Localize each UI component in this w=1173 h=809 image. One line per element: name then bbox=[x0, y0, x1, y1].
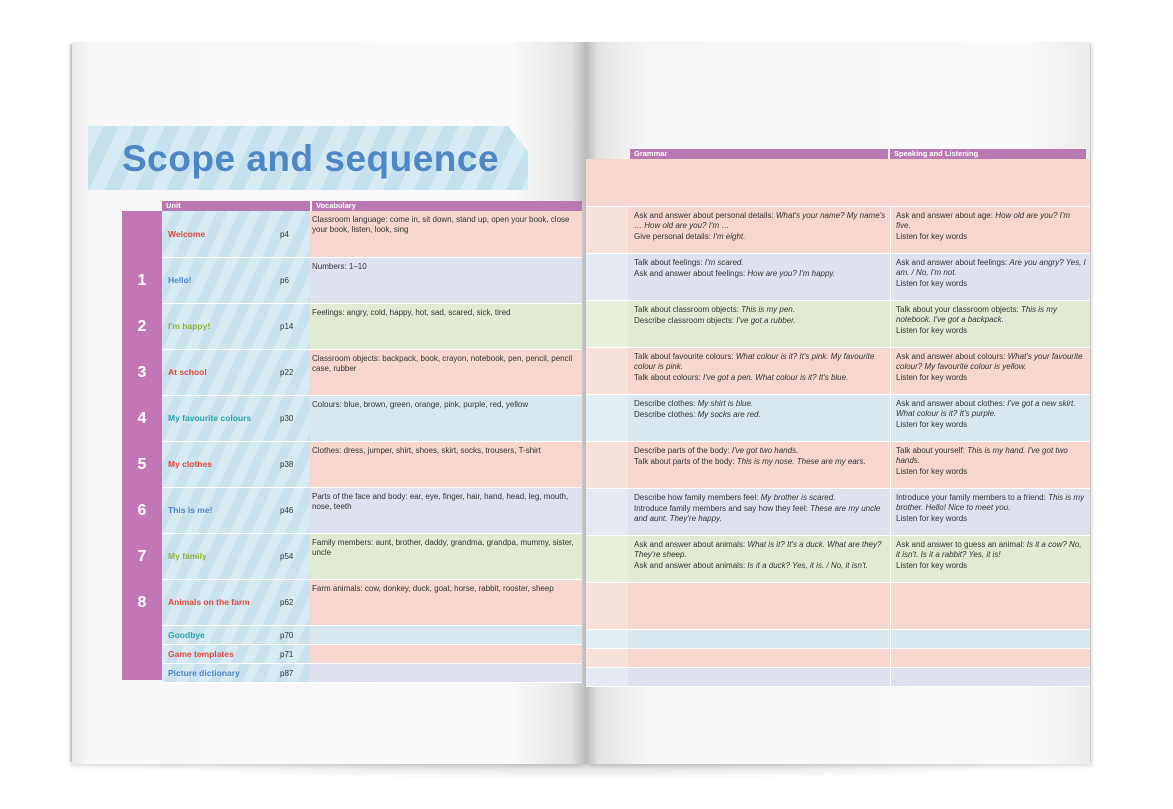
grammar-example: I'm eight. bbox=[713, 232, 746, 241]
column-divider bbox=[890, 649, 891, 667]
speaking-line bbox=[896, 493, 1086, 513]
speaking-line bbox=[896, 352, 1086, 372]
speaking-line bbox=[896, 540, 1086, 560]
unit-page: p46 bbox=[280, 506, 294, 515]
table-row bbox=[137, 258, 582, 304]
column-divider bbox=[890, 668, 891, 686]
grammar-cell bbox=[634, 352, 888, 384]
speaking-example: This is my brother. Hello! Nice to meet you. bbox=[896, 493, 1085, 512]
table-row-extra bbox=[586, 668, 1090, 687]
speaking-cell bbox=[896, 399, 1086, 431]
grammar-example: This is my nose. These are my ears. bbox=[736, 457, 866, 466]
grammar-line bbox=[634, 561, 888, 571]
grammar-example: How are you? I'm happy. bbox=[747, 269, 836, 278]
table-row bbox=[137, 304, 582, 350]
grammar-line bbox=[634, 504, 888, 524]
column-divider bbox=[890, 301, 891, 347]
speaking-line bbox=[896, 258, 1086, 278]
speaking-cell bbox=[896, 305, 1086, 337]
column-divider bbox=[890, 442, 891, 488]
grammar-text: Describe how family members feel: bbox=[634, 493, 761, 502]
unit-name: Hello! bbox=[168, 275, 192, 285]
grammar-example: My shirt is blue. bbox=[697, 399, 754, 408]
table-row bbox=[137, 534, 582, 580]
speaking-text: Ask and answer about colours: bbox=[896, 352, 1008, 361]
unit-page: p22 bbox=[280, 368, 294, 377]
speaking-text: Talk about yourself: bbox=[896, 446, 968, 455]
units-table-left bbox=[137, 211, 582, 683]
row-stub bbox=[586, 583, 628, 629]
vocabulary-text: Classroom language: come in, sit down, stand up, open your book, close your book, listen, look, sing bbox=[312, 215, 570, 234]
grammar-cell bbox=[634, 399, 888, 421]
extra-name: Goodbye bbox=[168, 630, 205, 640]
header-vocabulary: Vocabulary bbox=[312, 201, 582, 211]
grammar-line bbox=[634, 232, 888, 242]
header-unit: Unit bbox=[162, 201, 310, 211]
unit-name: Animals on the farm bbox=[168, 597, 250, 607]
grammar-cell bbox=[634, 540, 888, 572]
speaking-text: Talk about your classroom objects: bbox=[896, 305, 1021, 314]
grammar-text: Talk about feelings: bbox=[634, 258, 705, 267]
speaking-line bbox=[896, 399, 1086, 419]
right-page bbox=[586, 42, 1090, 764]
table-row bbox=[586, 301, 1090, 348]
unit-page: p6 bbox=[280, 276, 289, 285]
grammar-cell bbox=[634, 446, 888, 468]
vocabulary-text: Family members: aunt, brother, daddy, grandma, grandpa, mummy, sister, uncle bbox=[312, 538, 574, 557]
extra-name: Picture dictionary bbox=[168, 668, 240, 678]
column-divider bbox=[890, 583, 891, 629]
unit-name: At school bbox=[168, 367, 207, 377]
grammar-line bbox=[634, 540, 888, 560]
row-stub bbox=[586, 630, 628, 648]
grammar-example: My brother is scared. bbox=[760, 493, 836, 502]
row-stub bbox=[586, 536, 628, 582]
grammar-text: Ask and answer about animals: bbox=[634, 540, 748, 549]
vocabulary-text: Feelings: angry, cold, happy, hot, sad, scared, sick, tired bbox=[312, 308, 511, 317]
grammar-line bbox=[634, 446, 888, 456]
grammar-text: Describe clothes: bbox=[634, 410, 698, 419]
unit-number: 8 bbox=[137, 593, 147, 611]
grammar-text: Give personal details: bbox=[634, 232, 714, 241]
speaking-text: Ask and answer about clothes: bbox=[896, 399, 1008, 408]
grammar-text: Talk about parts of the body: bbox=[634, 457, 737, 466]
table-row bbox=[586, 536, 1090, 583]
unit-name: I'm happy! bbox=[168, 321, 211, 331]
unit-number: 5 bbox=[137, 455, 147, 473]
row-stub bbox=[586, 395, 628, 441]
vocabulary-text: Clothes: dress, jumper, shirt, shoes, skirt, socks, trousers, T-shirt bbox=[312, 446, 541, 455]
vocabulary-text: Farm animals: cow, donkey, duck, goat, horse, rabbit, rooster, sheep bbox=[312, 584, 554, 593]
speaking-text: Listen for key words bbox=[896, 326, 968, 335]
speaking-text: Listen for key words bbox=[896, 232, 968, 241]
speaking-example: Is it a cow? No, it isn't. Is it a rabbit? Yes, it is! bbox=[896, 540, 1082, 559]
speaking-text: Introduce your family members to a friend: bbox=[896, 493, 1049, 502]
table-row bbox=[137, 488, 582, 534]
speaking-line bbox=[896, 279, 1086, 289]
table-row-extra bbox=[162, 664, 582, 683]
unit-number: 2 bbox=[137, 317, 147, 335]
grammar-line bbox=[634, 211, 888, 231]
speaking-cell bbox=[896, 493, 1086, 525]
grammar-example: I've got a pen. What colour is it? It's blue. bbox=[702, 373, 849, 382]
unit-number: 6 bbox=[137, 501, 147, 519]
speaking-line bbox=[896, 305, 1086, 325]
extra-page: p87 bbox=[280, 669, 294, 678]
speaking-example: How old are you? I'm five. bbox=[896, 211, 1071, 230]
vocabulary-text: Classroom objects: backpack, book, crayon, notebook, pen, pencil, pencil case, rubber bbox=[312, 354, 573, 373]
grammar-text: Ask and answer about animals: bbox=[634, 561, 748, 570]
grammar-example: I'm scared. bbox=[704, 258, 744, 267]
grammar-line bbox=[634, 352, 888, 372]
table-row bbox=[162, 211, 582, 258]
header-speaking-listening: Speaking and Listening bbox=[890, 149, 1086, 159]
speaking-text: Ask and answer about age: bbox=[896, 211, 996, 220]
unit-number: 3 bbox=[137, 363, 147, 381]
speaking-cell bbox=[896, 211, 1086, 243]
unit-name: My clothes bbox=[168, 459, 212, 469]
grammar-example: I've got two hands. bbox=[731, 446, 799, 455]
unit-number bbox=[122, 211, 162, 257]
grammar-text: Describe clothes: bbox=[634, 399, 698, 408]
grammar-example: What's your name? My name's … How old are you? I'm … bbox=[634, 211, 886, 230]
vocabulary-text: Colours: blue, brown, green, orange, pink, purple, red, yellow bbox=[312, 400, 529, 409]
table-row bbox=[586, 207, 1090, 254]
grammar-line bbox=[634, 269, 888, 279]
grammar-example: I've got a rubber. bbox=[736, 316, 796, 325]
speaking-line bbox=[896, 373, 1086, 383]
speaking-line bbox=[896, 211, 1086, 231]
table-row bbox=[586, 583, 1090, 630]
speaking-example: Are you angry? Yes, I am. / No, I'm not. bbox=[896, 258, 1086, 277]
row-stub bbox=[586, 442, 628, 488]
table-row bbox=[137, 350, 582, 396]
speaking-cell bbox=[896, 446, 1086, 478]
grammar-line bbox=[634, 316, 888, 326]
unit-number: 1 bbox=[137, 271, 147, 289]
speaking-line bbox=[896, 446, 1086, 466]
grammar-text: Ask and answer about personal details: bbox=[634, 211, 776, 220]
speaking-example: This is my notebook. I've got a backpack. bbox=[896, 305, 1057, 324]
speaking-text: Listen for key words bbox=[896, 279, 968, 288]
row-stub bbox=[586, 668, 628, 686]
left-page bbox=[72, 42, 586, 764]
unit-page: p54 bbox=[280, 552, 294, 561]
table-row bbox=[586, 254, 1090, 301]
column-divider bbox=[890, 536, 891, 582]
row-stub bbox=[586, 254, 628, 300]
unit-number: 7 bbox=[137, 547, 147, 565]
speaking-line bbox=[896, 514, 1086, 524]
speaking-example: This is my hand. I've got two hands. bbox=[896, 446, 1068, 465]
speaking-text: Listen for key words bbox=[896, 373, 968, 382]
speaking-text: Listen for key words bbox=[896, 561, 968, 570]
grammar-text: Talk about favourite colours: bbox=[634, 352, 736, 361]
column-divider bbox=[890, 489, 891, 535]
grammar-cell bbox=[634, 258, 888, 280]
header-grammar: Grammar bbox=[630, 149, 888, 159]
row-stub bbox=[586, 207, 628, 253]
units-table-right bbox=[586, 159, 1090, 687]
grammar-cell bbox=[634, 211, 888, 243]
speaking-line bbox=[896, 326, 1086, 336]
grammar-example: Is it a duck? Yes, it is. / No, it isn't. bbox=[747, 561, 868, 570]
grammar-cell bbox=[634, 493, 888, 525]
unit-name: Welcome bbox=[168, 228, 206, 239]
row-stub bbox=[586, 348, 628, 394]
grammar-example: This is my pen. bbox=[741, 305, 795, 314]
speaking-text: Ask and answer about feelings: bbox=[896, 258, 1010, 267]
unit-name: This is me! bbox=[168, 505, 213, 515]
speaking-text: Ask and answer to guess an animal: bbox=[896, 540, 1027, 549]
column-divider bbox=[890, 630, 891, 648]
grammar-line bbox=[634, 457, 888, 467]
speaking-text: Listen for key words bbox=[896, 467, 968, 476]
extra-page: p70 bbox=[280, 631, 294, 640]
table-row bbox=[586, 489, 1090, 536]
grammar-text: Introduce family members and say how they feel: bbox=[634, 504, 811, 513]
speaking-example: What's your favourite colour? My favourite colour is yellow. bbox=[896, 352, 1083, 371]
speaking-line bbox=[896, 467, 1086, 477]
grammar-line bbox=[634, 410, 888, 420]
table-row-blank bbox=[586, 159, 1090, 207]
unit-page: p30 bbox=[280, 414, 294, 423]
table-row bbox=[137, 442, 582, 488]
grammar-text: Talk about classroom objects: bbox=[634, 305, 742, 314]
unit-page: p14 bbox=[280, 322, 294, 331]
speaking-text: Listen for key words bbox=[896, 420, 968, 429]
grammar-line bbox=[634, 493, 888, 503]
grammar-line bbox=[634, 399, 888, 409]
grammar-line bbox=[634, 373, 888, 383]
speaking-example: I've got a new skirt. What colour is it? It's purple. bbox=[896, 399, 1076, 418]
table-row bbox=[137, 396, 582, 442]
grammar-cell bbox=[634, 305, 888, 327]
grammar-example: These are my uncle and aunt. They're happy. bbox=[634, 504, 881, 523]
table-row-extra bbox=[586, 649, 1090, 668]
grammar-text: Talk about colours: bbox=[634, 373, 703, 382]
row-stub bbox=[586, 489, 628, 535]
unit-number: 4 bbox=[137, 409, 147, 427]
speaking-text: Listen for key words bbox=[896, 514, 968, 523]
table-row bbox=[586, 348, 1090, 395]
table-row bbox=[586, 395, 1090, 442]
speaking-line bbox=[896, 561, 1086, 571]
vocabulary-text: Numbers: 1–10 bbox=[312, 262, 367, 271]
table-row bbox=[586, 442, 1090, 489]
table-row-extra bbox=[162, 645, 582, 664]
grammar-example: What is it? It's a duck. What are they? They're sheep. bbox=[634, 540, 882, 559]
grammar-example: My socks are red. bbox=[697, 410, 761, 419]
grammar-example: What colour is it? It's pink. My favourite colour is pink. bbox=[634, 352, 875, 371]
unit-page: p4 bbox=[280, 229, 289, 239]
extra-name: Game templates bbox=[168, 649, 234, 659]
grammar-text: Describe classroom objects: bbox=[634, 316, 737, 325]
vocabulary-text: Parts of the face and body: ear, eye, finger, hair, hand, head, leg, mouth, nose, teeth bbox=[312, 492, 569, 511]
speaking-cell bbox=[896, 258, 1086, 290]
column-divider bbox=[890, 207, 891, 253]
row-stub bbox=[586, 649, 628, 667]
extra-page: p71 bbox=[280, 650, 294, 659]
unit-name: My family bbox=[168, 551, 207, 561]
speaking-cell bbox=[896, 540, 1086, 572]
speaking-cell bbox=[896, 352, 1086, 384]
grammar-text: Describe parts of the body: bbox=[634, 446, 732, 455]
grammar-text: Ask and answer about feelings: bbox=[634, 269, 748, 278]
unit-name: My favourite colours bbox=[168, 413, 252, 423]
speaking-line bbox=[896, 232, 1086, 242]
table-row bbox=[137, 580, 582, 626]
unit-page: p62 bbox=[280, 598, 294, 607]
table-row-extra bbox=[162, 626, 582, 645]
grammar-line bbox=[634, 258, 888, 268]
column-divider bbox=[890, 348, 891, 394]
page-title: Scope and sequence bbox=[122, 138, 500, 179]
row-stub bbox=[586, 301, 628, 347]
table-row-extra bbox=[586, 630, 1090, 649]
grammar-line bbox=[634, 305, 888, 315]
column-divider bbox=[890, 395, 891, 441]
column-divider bbox=[890, 254, 891, 300]
unit-page: p38 bbox=[280, 460, 294, 469]
speaking-line bbox=[896, 420, 1086, 430]
